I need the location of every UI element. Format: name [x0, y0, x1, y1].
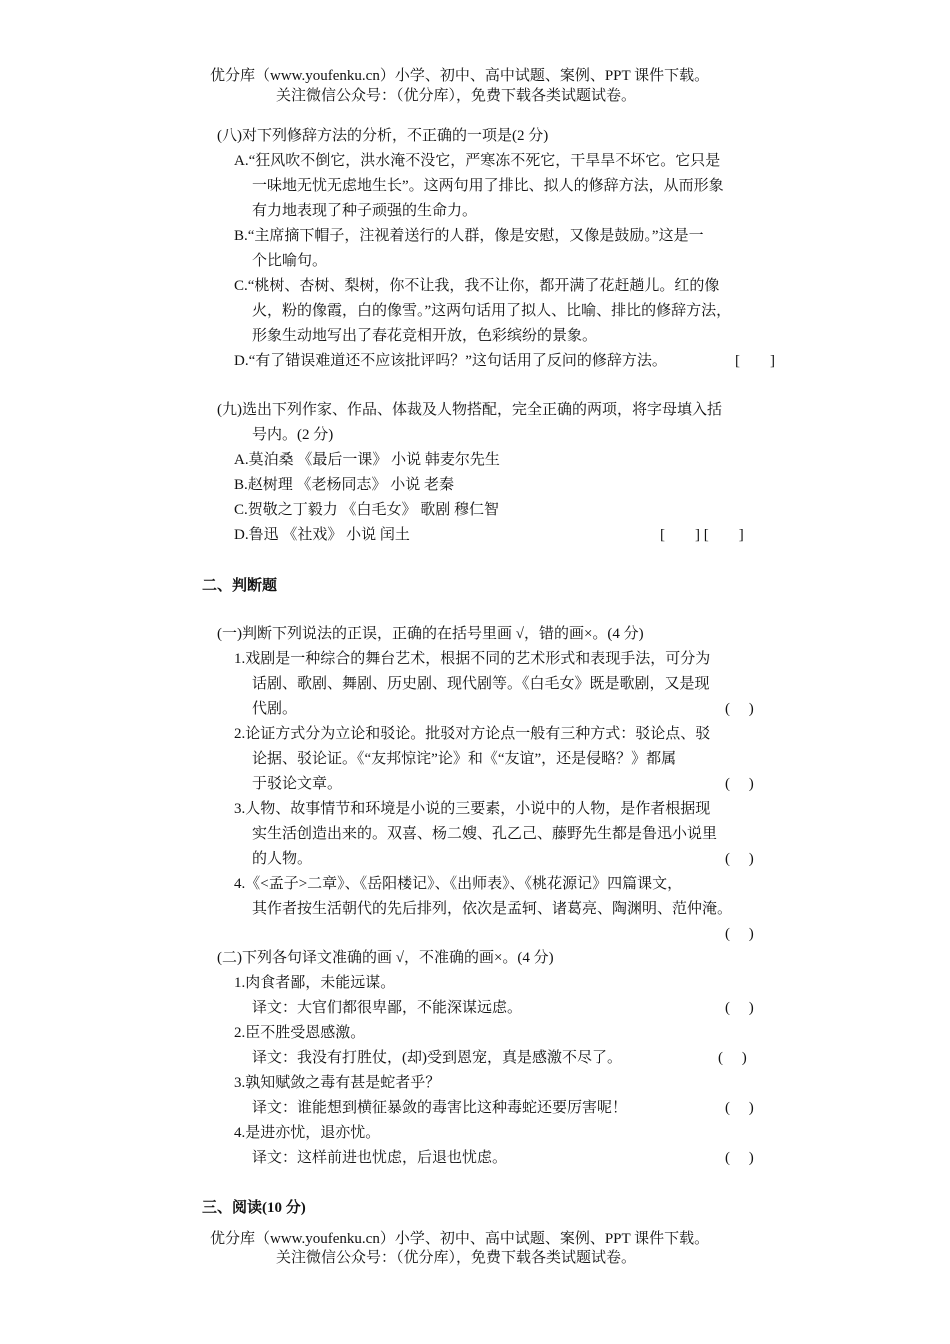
q8-option-a-line1: A.“狂风吹不倒它，洪水淹不没它，严寒冻不死它，干旱旱不坏它。它只是 [234, 153, 721, 169]
sec2-translation3-paren[interactable]: ( ) [725, 1100, 754, 1116]
sec2-item3-paren[interactable]: ( ) [725, 851, 754, 867]
q8-option-c-line1: C.“桃树、杏树、梨树，你不让我，我不让你，都开满了花赶趟儿。红的像 [234, 278, 720, 294]
sec2-item1-paren[interactable]: ( ) [725, 701, 754, 717]
sec2-item2-paren[interactable]: ( ) [725, 776, 754, 792]
sec2-item3-line1: 3.人物、故事情节和环境是小说的三要素，小说中的人物，是作者根据现 [234, 801, 711, 817]
footer-line-1: 优分库（www.youfenku.cn）小学、初中、高中试题、案例、PPT 课件下载。 [210, 1231, 710, 1247]
q8-stem: (八)对下列修辞方法的分析，不正确的一项是(2 分) [217, 128, 549, 144]
sec2-translation2-paren[interactable]: ( ) [718, 1050, 747, 1066]
sec2-item2-line2: 论据、驳论证。《“友邦惊诧”论》和《“友谊”，还是侵略？》都属 [252, 751, 677, 767]
sec2-sentence2: 2.臣不胜受恩感激。 [234, 1025, 366, 1041]
q9-option-d: D.鲁迅 《社戏》 小说 闰土 [234, 527, 410, 543]
sec2-item4-paren[interactable]: ( ) [725, 926, 754, 942]
sec2-sentence4: 4.是进亦忧，退亦忧。 [234, 1125, 381, 1141]
q8-option-c-line3: 形象生动地写出了春花竞相开放，色彩缤纷的景象。 [252, 328, 598, 344]
sec2-part2-stem: (二)下列各句译文准确的画 √，不准确的画×。(4 分) [217, 950, 554, 966]
sec2-translation2: 译文：我没有打胜仗，(却)受到恩宠，真是感激不尽了。 [252, 1050, 622, 1066]
sec2-item1-line3: 代剧。 [252, 701, 298, 717]
sec2-sentence3: 3.孰知赋敛之毒有甚是蛇者乎？ [234, 1075, 441, 1091]
sec2-item4-line1: 4.《<孟子>二章》、《岳阳楼记》、《出师表》、《桃花源记》四篇课文， [234, 876, 683, 892]
sec2-translation3: 译文：谁能想到横征暴敛的毒害比这种毒蛇还要厉害呢！ [252, 1100, 628, 1116]
q8-answer-bracket[interactable]: [ ] [735, 353, 775, 369]
sec2-item2-line1: 2.论证方式分为立论和驳论。批驳对方论点一般有三种方式：驳论点、驳 [234, 726, 711, 742]
q8-option-a-line3: 有力地表现了种子顽强的生命力。 [252, 203, 478, 219]
header-line-1: 优分库（www.youfenku.cn）小学、初中、高中试题、案例、PPT 课件下载。 [210, 68, 710, 84]
sec2-item1-line1: 1.戏剧是一种综合的舞台艺术，根据不同的艺术形式和表现手法，可分为 [234, 651, 711, 667]
q9-option-c: C.贺敬之丁毅力 《白毛女》 歌剧 穆仁智 [234, 502, 500, 518]
sec2-translation4: 译文：这样前进也忧虑，后退也忧虑。 [252, 1150, 508, 1166]
section-3-title: 三、阅读(10 分) [202, 1200, 306, 1216]
footer-line-2: 关注微信公众号：（优分库），免费下载各类试题试卷。 [276, 1250, 637, 1266]
q8-option-b-line1: B.“主席摘下帽子，注视着送行的人群，像是安慰，又像是鼓励。”这是一 [234, 228, 704, 244]
q8-option-a-line2: 一味地无忧无虑地生长”。这两句用了排比、拟人的修辞方法，从而形象 [252, 178, 724, 194]
sec2-item3-line2: 实生活创造出来的。双喜、杨二嫂、孔乙己、藤野先生都是鲁迅小说里 [252, 826, 718, 842]
sec2-translation1: 译文：大官们都很卑鄙，不能深谋远虑。 [252, 1000, 523, 1016]
q9-stem-line2: 号内。(2 分) [252, 427, 334, 443]
sec2-translation4-paren[interactable]: ( ) [725, 1150, 754, 1166]
sec2-item2-line3: 于驳论文章。 [252, 776, 343, 792]
sec2-translation1-paren[interactable]: ( ) [725, 1000, 754, 1016]
q9-answer-brackets[interactable]: [ ] [ ] [660, 527, 744, 543]
sec2-sentence1: 1.肉食者鄙，未能远谋。 [234, 975, 396, 991]
q8-option-c-line2: 火，粉的像霞，白的像雪。”这两句话用了拟人、比喻、排比的修辞方法， [252, 303, 732, 319]
sec2-item1-line2: 话剧、歌剧、舞剧、历史剧、现代剧等。《白毛女》既是歌剧，又是现 [252, 676, 710, 692]
section-2-title: 二、判断题 [202, 578, 278, 594]
sec2-item4-line2: 其作者按生活朝代的先后排列，依次是孟轲、诸葛亮、陶渊明、范仲淹。 [252, 901, 733, 917]
header-line-2: 关注微信公众号：（优分库），免费下载各类试题试卷。 [276, 88, 637, 104]
q9-stem-line1: (九)选出下列作家、作品、体裁及人物搭配，完全正确的两项，将字母填入括 [217, 402, 722, 418]
q8-option-b-line2: 个比喻句。 [252, 253, 328, 269]
sec2-item3-line3: 的人物。 [252, 851, 313, 867]
q9-option-b: B.赵树理 《老杨同志》 小说 老秦 [234, 477, 455, 493]
q8-option-d: D.“有了错误难道还不应该批评吗？”这句话用了反问的修辞方法。 [234, 353, 667, 369]
sec2-part1-stem: (一)判断下列说法的正误，正确的在括号里画 √，错的画×。(4 分) [217, 626, 644, 642]
q9-option-a: A.莫泊桑 《最后一课》 小说 韩麦尔先生 [234, 452, 500, 468]
